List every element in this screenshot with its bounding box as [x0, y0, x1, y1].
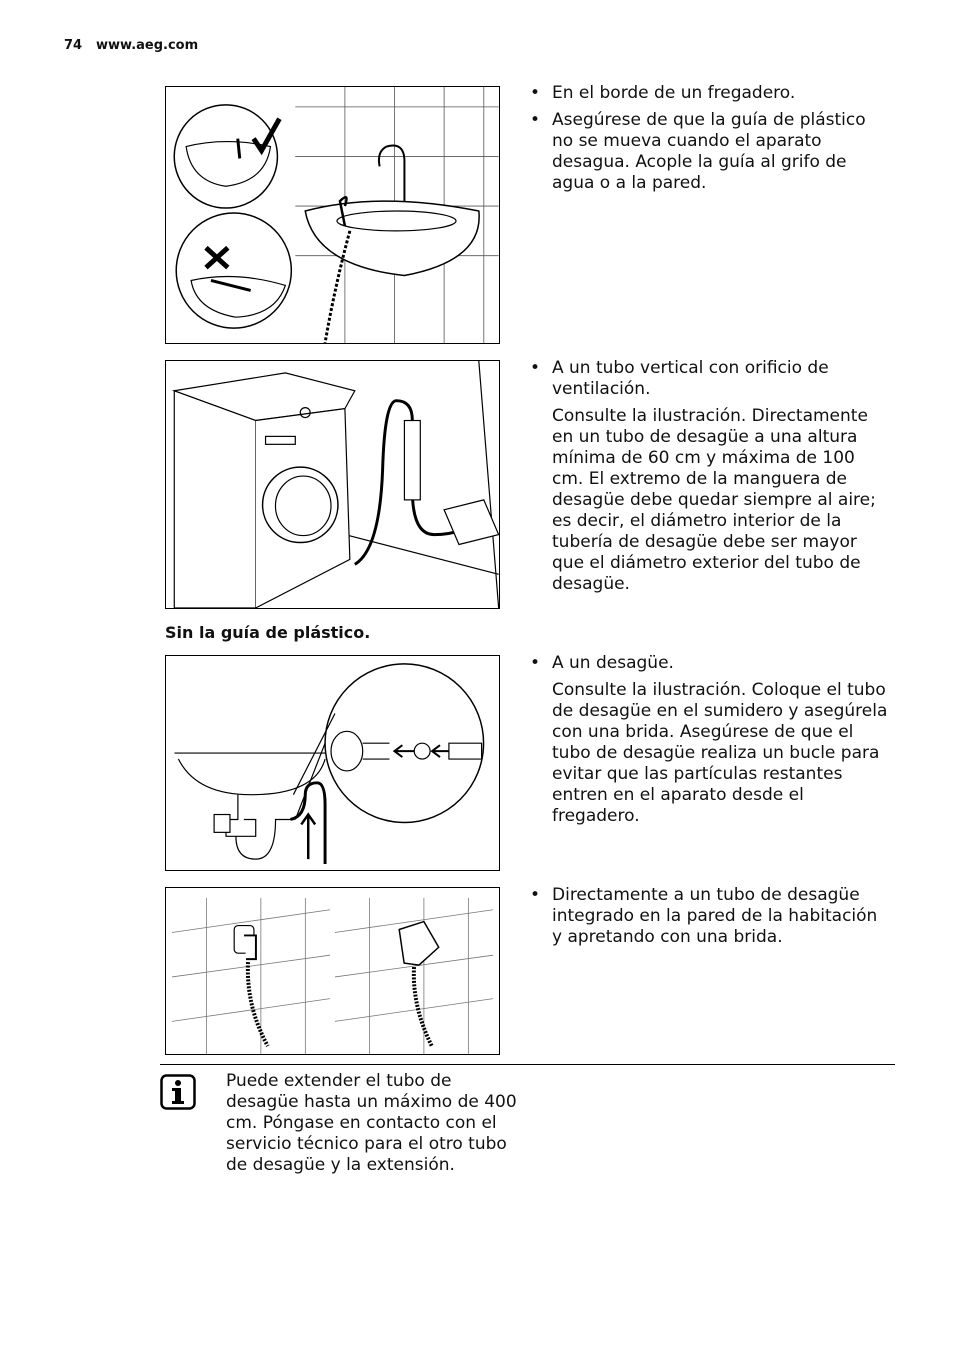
- list-item: • Asegúrese de que la guía de plástico no se mueva cuando el aparato desagua. Acople la guía al grifo de agua o a la pared.: [530, 110, 890, 194]
- list-item: • A un desagüe.: [530, 653, 890, 674]
- wall-drain-figure: [165, 887, 500, 1055]
- list-item: • En el borde de un fregadero.: [530, 83, 890, 104]
- standpipe-figure: [165, 360, 500, 609]
- info-icon: [160, 1074, 196, 1110]
- info-note-text: Puede extender el tubo de desagüe hasta un máximo de 400 cm. Póngase en contacto con el servicio técnico para el otro tubo de desagüe y la extensión.: [226, 1071, 517, 1175]
- section3-paragraph: Consulte la ilustración. Coloque el tubo de desagüe en el sumidero y asegúrela con una brida. Asegúrese de que el tubo de desagüe realiza un bucle para evitar que las partículas restantes entren en el aparato desde el fregadero.: [552, 680, 888, 826]
- section4-text: [530, 885, 890, 954]
- section3-text: [530, 653, 890, 827]
- section2-paragraph: Consulte la ilustración. Directamente en un tubo de desagüe a una altura mínima de 60 cm y máxima de 100 cm. El extremo de la manguera de desagüe debe quedar siempre al aire; es decir, el diámetro interior de la tubería de desagüe debe ser mayor que el diámetro exterior del tubo de desagüe.: [552, 406, 876, 594]
- subheading: Sin la guía de plástico.: [165, 623, 371, 642]
- sink-figure: [165, 86, 500, 344]
- page-number: 74: [64, 38, 83, 53]
- sink-trap-figure: [165, 655, 500, 871]
- section1-text: [530, 83, 890, 200]
- section2-text: [530, 358, 890, 595]
- list-item: • Directamente a un tubo de desagüe integrado en la pared de la habitación y apretando con una brida.: [530, 885, 890, 948]
- divider: [160, 1064, 895, 1065]
- header-url: www.aeg.com: [96, 38, 199, 53]
- list-item: • A un tubo vertical con orificio de ventilación.: [530, 358, 890, 400]
